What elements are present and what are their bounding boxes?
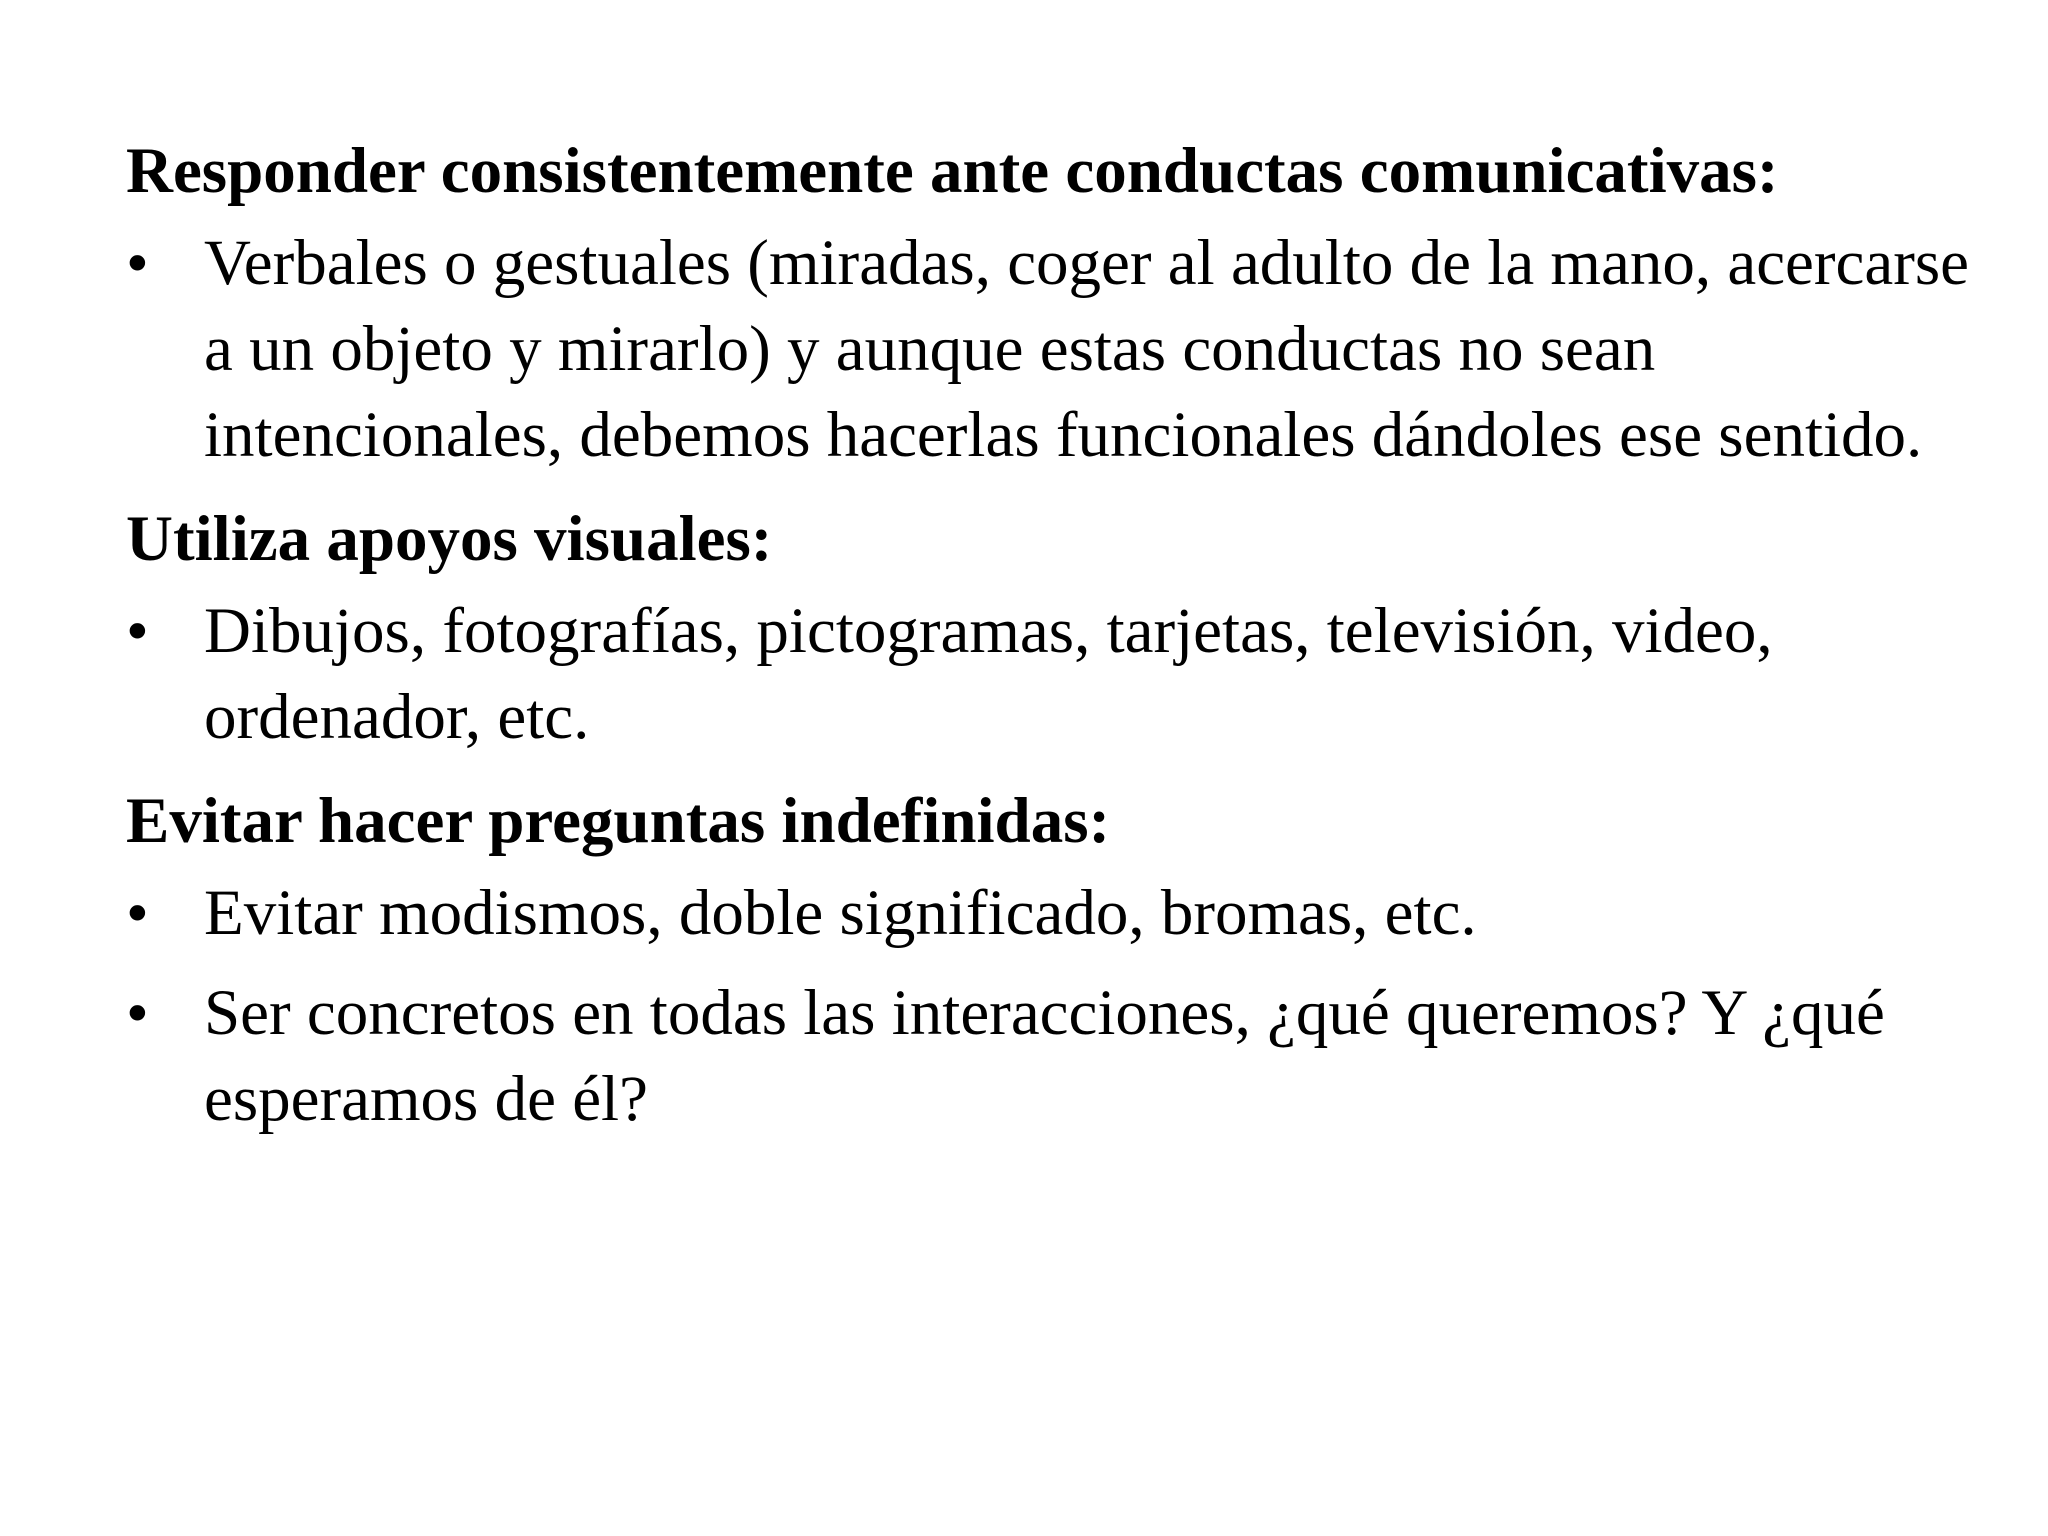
bullet-item [126, 870, 1986, 956]
slide-body [126, 128, 1986, 1156]
bullet-icon: • [126, 227, 149, 299]
bullet-icon: • [126, 877, 149, 949]
bullet-icon: • [126, 977, 149, 1049]
bullet-item [126, 220, 1986, 478]
bullet-text: Ser concretos en todas las interacciones, ¿qué queremos? Y ¿qué esperamos de él? [204, 977, 1885, 1135]
bullet-item [126, 970, 1986, 1142]
bullet-text: Dibujos, fotografías, pictogramas, tarjetas, televisión, video, ordenador, etc. [204, 595, 1773, 753]
bullet-text: Evitar modismos, doble significado, bromas, etc. [204, 877, 1477, 949]
bullet-icon: • [126, 595, 149, 667]
section-heading-responder: Responder consistentemente ante conductas comunicativas: [126, 135, 1779, 207]
section-heading-preguntas: Evitar hacer preguntas indefinidas: [126, 785, 1111, 857]
bullet-text: Verbales o gestuales (miradas, coger al adulto de la mano, acercarse a un objeto y mirarlo) y aunque estas conductas no sean intencionales, debemos hacerlas funcionales dándoles ese sentido. [204, 227, 1970, 471]
bullet-item [126, 588, 1986, 760]
section-heading-apoyos-visuales: Utiliza apoyos visuales: [126, 503, 773, 575]
